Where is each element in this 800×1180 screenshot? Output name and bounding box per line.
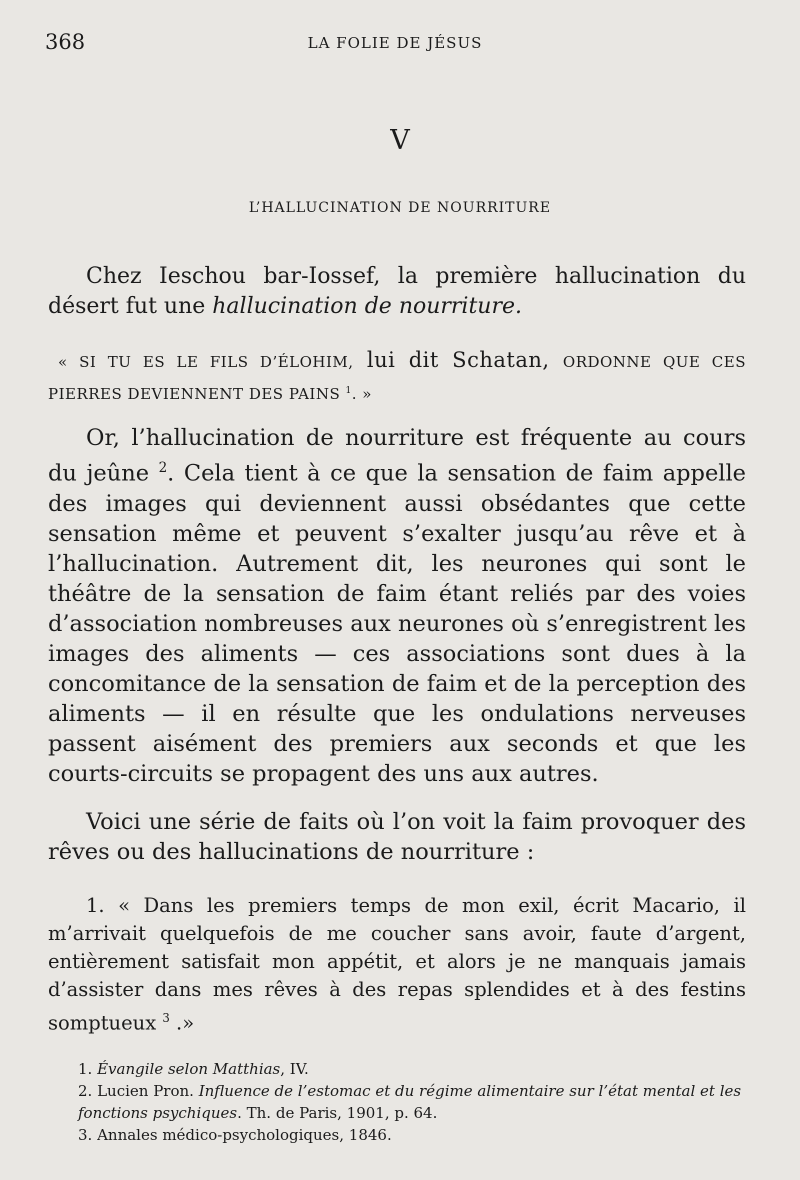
paragraph-explanation-b: . Cela tient à ce que la sensation de faim appelle des images qui deviennent aussi obsédantes que cette sensation même et peuvent s’exalter jusqu’au rêve et à l’hallucination. Autrement dit, les neurones qui sont le théâtre de la sensation de faim étant reliés par des voies d’association nombreuses aux neurones où s’enregistrent les images des aliments — ces associations sont dues à la concomitance de la sensation de faim et de la perception des aliments — il en résulte que les ondulations nerveuses passent aisément des premiers aux seconds et que les courts-circuits se propagent des uns aux autres. bbox=[48, 460, 746, 787]
footnote-2-author: Lucien Pron. bbox=[97, 1082, 199, 1100]
case-one-text: 1. « Dans les premiers temps de mon exil, écrit Macario, il m’arrivait quelquefois de me coucher sans avoir, faute d’argent, entièrement satisfait mon appétit, et alors je ne manquais jamais d’assister dans mes rêves à des repas splendides et à des festins somptueux bbox=[48, 894, 746, 1035]
quote-closing: . » bbox=[351, 385, 372, 403]
case-one bbox=[48, 892, 746, 1038]
page-number: 368 bbox=[45, 30, 86, 54]
footnote-1-rest: , IV. bbox=[280, 1060, 309, 1078]
quote-command: ORDONNE QUE CES PIERRES DEVIENNENT DES PAINS bbox=[48, 353, 746, 403]
quote-narration: lui dit Schatan, bbox=[353, 348, 563, 372]
footnote-1 bbox=[78, 1058, 748, 1080]
case-one-close: .» bbox=[169, 1011, 195, 1035]
footnote-ref-3: 3 bbox=[162, 1011, 170, 1025]
paragraph-intro-text: Chez Ieschou bar-Iossef, la première hallucination du désert fut une bbox=[48, 264, 746, 319]
page-header bbox=[45, 30, 745, 60]
paragraph-explanation-a: Or, l’hallucination de nourriture est fréquente au cours du jeûne bbox=[48, 425, 746, 487]
footnote-ref-1: 1 bbox=[345, 386, 352, 396]
footnote-2 bbox=[78, 1080, 748, 1124]
footnote-1-title: Évangile selon Matthias bbox=[97, 1060, 281, 1078]
paragraph-intro bbox=[48, 262, 746, 322]
running-title: LA FOLIE DE JÉSUS bbox=[307, 34, 483, 52]
footnote-1-number: 1. bbox=[78, 1060, 98, 1078]
footnote-2-title: Influence de l’estomac et du régime alimentaire sur l’état mental et les fonctions psychiques bbox=[78, 1082, 742, 1122]
footnotes bbox=[78, 1058, 748, 1146]
chapter-number: V bbox=[390, 125, 410, 156]
paragraph-intro-italic: hallucination de nourriture. bbox=[212, 294, 523, 319]
paragraph-explanation bbox=[48, 423, 746, 789]
footnote-2-rest: . Th. de Paris, 1901, p. 64. bbox=[237, 1104, 438, 1122]
scripture-quote bbox=[48, 346, 746, 409]
footnote-3: 3. Annales médico-psychologiques, 1846. bbox=[78, 1126, 392, 1144]
paragraph-series: Voici une série de faits où l’on voit la faim provoquer des rêves ou des hallucinations de nourriture : bbox=[48, 809, 746, 865]
section-title: L’HALLUCINATION DE NOURRITURE bbox=[248, 200, 552, 216]
footnote-2-number: 2. bbox=[78, 1082, 98, 1100]
quote-opening: « SI TU ES LE FILS D’ÉLOHIM, bbox=[58, 353, 354, 371]
footnote-ref-2: 2 bbox=[158, 460, 168, 476]
